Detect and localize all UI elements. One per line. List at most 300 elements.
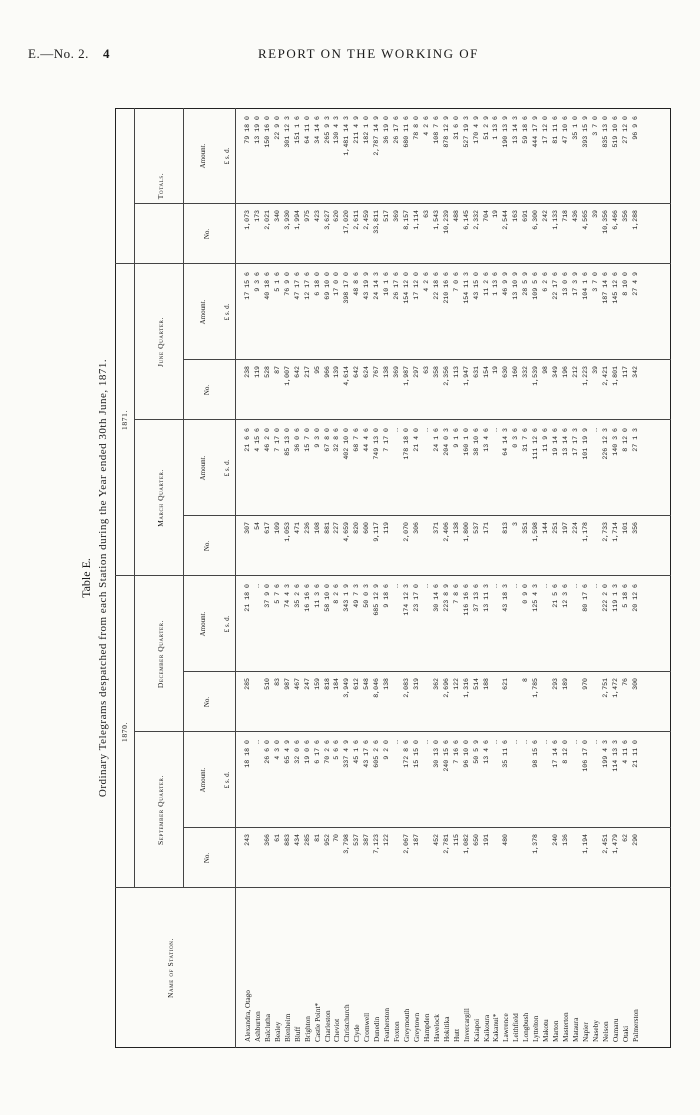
amount-cell: 398 17 0 [343,272,351,304]
year-1871-header: 1871. [120,410,129,430]
amount-cell: 444 17 9 [532,116,540,148]
lsd-subheader: £ s. d. [223,771,231,789]
count-cell: 2,733 [601,522,609,542]
station-name: Bealey [272,1021,282,1042]
amount-cell: 44 4 6 [363,428,371,452]
count-cell: 1,007 [283,366,291,386]
count-cell: 510 [263,678,271,690]
count-cell: 98 [542,366,550,374]
count-cell: 306 [412,522,420,534]
amount-cell: 4 2 6 [422,272,430,292]
count-cell: 366 [263,834,271,846]
table-row [382,108,392,1048]
amount-cell: 18 18 0 [244,740,251,768]
amount-cell: … [422,428,430,432]
count-cell: 290 [631,834,639,846]
rule-quarter [183,108,184,888]
amount-subheader: Amount. [199,767,207,793]
amount-cell: 13 14 3 [512,116,520,144]
amount-cell: 22 18 6 [432,272,440,300]
amount-cell: 78 8 0 [412,116,420,140]
amount-cell: 150 16 0 [263,116,271,148]
amount-cell: 68 7 6 [353,428,361,452]
count-cell: 452 [432,834,440,846]
amount-cell: 38 10 6 [472,428,480,456]
station-name: Kaikoura [481,1014,491,1042]
amount-cell: 36 0 6 [293,428,301,452]
amount-cell: 21 11 0 [631,740,639,768]
station-name: Lyttelton [531,1015,541,1042]
station-name: Otaki [620,1025,630,1042]
amount-cell: 13 10 9 [512,272,520,300]
table-row [452,108,462,1048]
station-name: Makotu [541,1019,551,1042]
amount-cell: 5 7 6 [273,584,281,604]
amount-cell: 59 18 6 [522,116,530,144]
amount-cell: 6 2 6 [542,272,550,292]
count-cell: 2,751 [601,678,609,698]
count-cell: 436 [571,210,579,222]
table-row [482,108,492,1048]
count-cell: 2,696 [442,678,450,698]
count-cell: 39 [591,366,599,374]
count-cell: 247 [303,678,311,690]
count-cell: 171 [482,522,490,534]
count-cell: 238 [244,366,251,378]
table-row [472,108,482,1048]
station-name: Naseby [590,1020,600,1042]
amount-cell: 30 14 6 [432,584,440,612]
amount-cell: 51 2 9 [482,116,490,140]
amount-cell: 109 5 6 [532,272,540,300]
amount-cell: 11 9 6 [542,428,550,452]
amount-cell: 15 15 0 [412,740,420,768]
count-cell: 1,539 [532,366,540,386]
amount-cell: 106 17 0 [581,740,589,772]
amount-cell: 47 10 6 [562,116,569,144]
no-subheader: No. [203,228,211,240]
amount-cell: 211 4 9 [353,116,361,144]
table-row [342,108,352,1048]
amount-cell: 79 18 0 [244,116,251,144]
count-cell: 340 [273,210,281,222]
amount-cell: 402 10 0 [343,428,351,460]
count-cell: 8,046 [373,678,381,698]
count-cell: 617 [263,522,271,534]
table-row [501,108,511,1048]
amount-cell: 9 18 6 [383,584,391,608]
count-cell: 6,145 [462,210,470,230]
table-row [422,108,432,1048]
count-cell: 76 [621,678,629,686]
rotated-table-page [79,108,671,1048]
count-cell: 83 [273,678,281,686]
amount-cell: 7 8 6 [452,584,460,604]
amount-cell: 101 19 9 [581,428,589,460]
rule-year [134,108,135,888]
count-cell: 349 [552,366,560,378]
table-row [462,108,472,1048]
count-cell: 184 [333,678,341,690]
count-cell: 109 [273,522,281,534]
count-cell: 356 [621,210,629,222]
count-cell: 300 [631,678,639,690]
amount-cell: 34 14 6 [313,116,321,144]
page-number: 4 [103,46,110,61]
amount-cell: 3 7 0 [591,116,599,136]
count-cell: 630 [502,366,510,378]
count-cell: 63 [422,366,430,374]
amount-cell: 9 1 6 [452,428,460,448]
count-cell: 1,114 [412,210,420,230]
table-row [631,108,641,1048]
amount-cell: 31 7 6 [522,428,530,452]
table-row [571,108,581,1048]
count-cell: 122 [383,834,391,846]
table-row [541,108,551,1048]
count-cell: 1,053 [283,522,291,542]
count-cell: 970 [581,678,589,690]
count-cell: 2,406 [442,522,450,542]
count-cell: 240 [552,834,560,846]
count-cell: 173 [253,210,261,222]
count-cell: 108 [313,522,321,534]
amount-subheader: Amount. [199,455,207,481]
amount-cell: 27 4 9 [631,272,639,296]
count-cell: 548 [363,678,371,690]
count-cell: 1,133 [552,210,560,230]
table-row [243,108,253,1048]
amount-cell: 10 1 6 [383,272,391,296]
count-cell: 767 [373,366,381,378]
amount-cell: 223 8 9 [442,584,450,612]
count-cell: 138 [383,366,391,378]
amount-cell: 36 19 0 [383,116,391,144]
amount-cell: 26 17 6 [393,272,401,300]
station-name: Kaiapoi [471,1018,481,1042]
station-name: Masterton [561,1012,570,1042]
count-cell: 251 [552,522,560,534]
amount-cell: … [492,740,500,744]
station-name: Lawrence [501,1013,511,1042]
amount-cell: 26 17 6 [393,116,401,144]
amount-cell: 58 10 0 [323,584,331,612]
count-cell: 319 [412,678,420,690]
amount-cell: 17 12 0 [412,272,420,300]
station-name: Balclutha [262,1014,272,1042]
amount-cell: 45 1 6 [353,740,361,764]
station-header: Name of Station. [166,938,175,998]
amount-cell: … [393,584,401,588]
count-cell: 1,994 [293,210,301,230]
count-cell: 2,451 [601,834,609,854]
station-name: Alexandra, Otago [243,990,252,1042]
count-cell: 160 [512,366,520,378]
count-cell: 2,781 [442,834,450,854]
station-name: Ashburton [252,1011,262,1042]
running-title: REPORT ON THE WORKING OF [258,46,479,61]
count-cell: 351 [522,522,530,534]
amount-cell: … [492,428,500,432]
count-cell: 480 [502,834,510,846]
amount-cell: 4 2 6 [422,116,430,136]
count-cell: 70 [333,834,341,842]
amount-cell: 337 4 9 [343,740,351,768]
count-cell: 227 [333,522,341,534]
amount-cell: 160 1 0 [462,428,470,456]
count-cell: 362 [432,678,440,690]
count-cell: 3,930 [283,210,291,230]
amount-cell: 5 18 6 [621,584,629,608]
amount-cell: 174 12 3 [403,584,410,616]
count-cell: 4,565 [581,210,589,230]
amount-cell: 7 17 0 [273,428,281,452]
amount-cell: 43 18 3 [502,584,510,612]
count-cell: 650 [472,834,480,846]
amount-cell: 13 14 6 [562,428,569,456]
count-cell: 1,987 [403,366,410,386]
count-cell: 197 [562,522,569,534]
table-row [591,108,601,1048]
station-name: Leithfield [511,1013,521,1042]
amount-cell: 130 4 3 [333,116,341,144]
amount-cell: 17 14 6 [552,740,560,768]
lsd-subheader: £ s. d. [223,147,231,165]
amount-cell: 35 1 0 [571,116,579,140]
station-name: Cheviot [332,1018,342,1042]
count-cell: 2,611 [353,210,361,230]
table-row [332,108,342,1048]
count-cell: 119 [383,522,391,534]
amount-cell: … [591,740,599,744]
no-subheader: No. [203,696,211,708]
amount-cell: 17 3 9 [571,272,579,296]
count-cell: 19 [492,366,500,374]
count-cell: 9,117 [373,522,381,542]
amount-cell: 50 0 3 [363,584,371,608]
count-cell: 528 [263,366,271,378]
amount-cell: 116 16 6 [462,584,470,616]
count-cell: 6,466 [611,210,619,230]
count-cell: 621 [502,678,510,690]
count-cell: 113 [452,366,460,378]
station-name: Clyde [352,1024,362,1042]
amount-cell: 519 10 6 [611,116,619,148]
count-cell: 285 [244,678,251,690]
amount-cell: 7 16 6 [452,740,460,764]
station-name: Hokitika [441,1016,451,1042]
amount-cell: 74 4 3 [283,584,291,608]
amount-cell: 2,787 14 9 [373,116,381,156]
table-title: Ordinary Telegrams despatched from each Station during the Year ended 30th June, 1871. [97,358,109,798]
count-cell: 2,021 [263,210,271,230]
no-subheader: No. [203,540,211,552]
station-name: Mataura [570,1017,580,1042]
count-cell: 342 [631,366,639,378]
amount-cell: 21 6 6 [244,428,251,452]
table-row [621,108,631,1048]
table-row [611,108,621,1048]
table-row [372,108,382,1048]
amount-cell: 0 3 6 [512,428,520,448]
amount-cell: 24 1 6 [432,428,440,452]
amount-cell: … [512,584,520,588]
count-cell: 537 [472,522,480,534]
count-cell: 2,544 [502,210,510,230]
table-row [313,108,323,1048]
count-cell: 189 [562,678,569,690]
amount-cell: 35 2 6 [293,584,301,608]
count-cell: 517 [383,210,391,222]
amount-cell: 749 13 0 [373,428,381,460]
station-name: Hampden [421,1013,431,1042]
amount-cell: 32 0 6 [293,740,301,764]
amount-cell: 64 11 0 [303,116,311,144]
count-cell: 212 [571,366,579,378]
amount-cell: 172 8 6 [403,740,410,768]
table-row [442,108,452,1048]
amount-cell: 7 17 0 [383,428,391,452]
amount-cell: 47 17 6 [293,272,301,300]
count-cell: 10,239 [442,210,450,234]
count-cell: 718 [562,210,569,222]
count-cell: 138 [452,522,460,534]
amount-cell: 43 19 9 [363,272,371,300]
amount-cell: 4 11 6 [621,740,629,764]
amount-cell: 69 10 0 [323,272,331,300]
table-row [551,108,561,1048]
amount-cell: 11 2 6 [482,272,490,296]
count-cell: 369 [393,366,401,378]
amount-cell: 301 12 3 [283,116,291,148]
count-cell: 144 [542,522,550,534]
amount-cell: 26 6 0 [263,740,271,764]
station-name: Nelson [600,1021,610,1042]
station-name: Longbush [521,1012,531,1042]
amount-cell: 119 1 3 [611,584,619,612]
station-name: Bluff [292,1026,302,1042]
december-quarter-header: December Quarter. [156,619,165,689]
amount-cell: 27 12 0 [621,116,629,144]
amount-cell: 31 6 0 [452,116,460,140]
count-cell: 2,070 [403,522,410,542]
amount-cell: … [542,740,550,744]
amount-cell: 76 9 0 [283,272,291,296]
amount-cell: 43 17 6 [363,740,371,768]
station-name: Cromwell [362,1012,372,1042]
amount-cell: … [393,740,401,744]
count-cell: 966 [323,366,331,378]
count-cell: 61 [273,834,281,842]
amount-cell: 40 18 6 [263,272,271,300]
amount-cell: 108 7 6 [432,116,440,144]
table-number: Table E. [79,558,93,598]
amount-cell: 265 9 3 [323,116,331,144]
amount-cell: 17 12 0 [542,116,550,144]
count-cell: 188 [482,678,490,690]
table-row [323,108,333,1048]
amount-cell: 12 3 6 [562,584,569,608]
station-name: Marton [551,1020,561,1042]
station-name: Greytown [411,1012,421,1042]
amount-cell: 5 1 6 [273,272,281,292]
amount-cell: … [591,584,599,588]
table-row [521,108,531,1048]
count-cell: 371 [432,522,440,534]
amount-cell: 96 10 0 [462,740,470,768]
table-row [531,108,541,1048]
amount-cell: 878 12 9 [442,116,450,148]
count-cell: 620 [333,210,341,222]
amount-cell: 43 15 0 [472,272,480,300]
station-name: Kakanui* [491,1013,501,1042]
amount-cell: 140 3 6 [611,428,619,456]
count-cell: 62 [621,834,629,842]
count-cell: 154 [482,366,490,378]
amount-cell: 20 12 6 [631,584,639,612]
count-cell: 883 [283,834,291,846]
amount-cell: 5 6 6 [333,740,341,760]
amount-cell: 13 11 3 [482,584,490,612]
count-cell: 820 [353,522,361,534]
count-cell: 987 [283,678,291,690]
count-cell: 115 [452,834,460,846]
count-cell: 293 [552,678,560,690]
september-quarter-header: September Quarter. [156,775,165,845]
station-name: Oamaru [610,1018,620,1042]
count-cell: 95 [313,366,321,374]
amount-cell: 19 0 6 [303,740,311,764]
amount-cell: 80 17 6 [581,584,589,612]
amount-cell: … [542,584,550,588]
amount-cell: 98 15 6 [532,740,540,768]
amount-cell: 685 12 9 [373,584,381,616]
count-cell: 975 [303,210,311,222]
count-cell: 813 [502,522,510,534]
count-cell: 1,378 [532,834,540,854]
count-cell: 1,082 [462,834,470,854]
amount-cell: 187 14 6 [601,272,609,304]
count-cell: 1,288 [631,210,639,230]
amount-cell: 21 5 6 [552,584,560,608]
amount-cell: 240 15 6 [442,740,450,772]
amount-cell: 35 11 6 [502,740,510,768]
amount-cell: 49 7 3 [353,584,361,608]
station-name: Charleston [322,1010,332,1042]
amount-cell: 199 4 3 [601,740,609,768]
june-quarter-header: June Quarter. [156,317,165,367]
amount-cell: 7 0 6 [452,272,460,292]
station-name: Foxton [392,1021,402,1042]
amount-subheader: Amount. [199,611,207,637]
count-cell: 17,020 [343,210,351,234]
count-cell: 139 [333,366,341,378]
amount-cell: 12 17 6 [303,272,311,300]
amount-cell: 154 11 3 [462,272,470,304]
year-1870-header: 1870. [120,722,129,742]
amount-cell: 21 4 0 [412,428,420,452]
amount-cell: 85 13 0 [283,428,291,456]
count-cell: 159 [313,678,321,690]
count-cell: 224 [571,522,579,534]
amount-cell: … [492,584,500,588]
count-cell: 1,223 [581,366,589,386]
lsd-subheader: £ s. d. [223,303,231,321]
count-cell: 81 [313,834,321,842]
amount-cell: 17 15 6 [244,272,251,300]
table-row [352,108,362,1048]
amount-cell: 835 13 0 [601,116,609,148]
